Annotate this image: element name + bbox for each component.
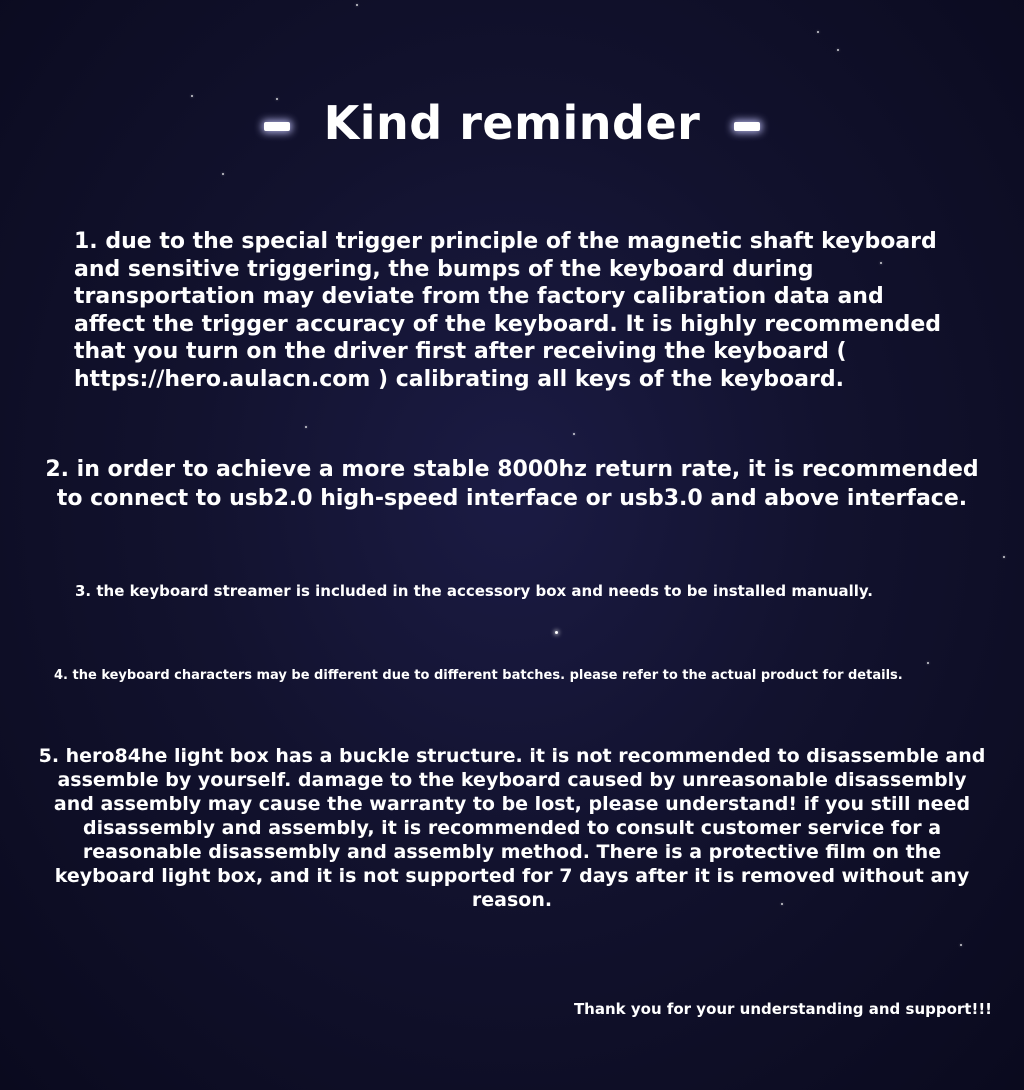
reminder-paragraph-5: 5. hero84he light box has a buckle structure. it is not recommended to disassemble and assemble by yourself. damage to the keyboard caused by unreasonable disassembly and assembly may cause the warranty to be lost, please understand! if you still need disassembly and assembly, it is recommended to consult customer service for a reasonable disassembly and assembly method. There is a protective film on the keyboard light box, and it is not supported for 7 days after it is removed without any reason. [38, 745, 986, 911]
title-dash-right [734, 122, 760, 131]
star-icon [817, 31, 819, 33]
star-icon [356, 4, 358, 6]
page-title [0, 90, 1024, 156]
star-icon [960, 944, 962, 946]
thanks-message: Thank you for your understanding and support!!! [573, 1000, 992, 1018]
reminder-paragraph-3: 3. the keyboard streamer is included in the accessory box and needs to be installed manually. [75, 582, 873, 600]
star-icon [305, 426, 307, 428]
reminder-paragraph-2: 2. in order to achieve a more stable 8000hz return rate, it is recommended to connect to usb2.0 high-speed interface or usb3.0 and above interface. [45, 457, 979, 511]
star-icon [573, 433, 575, 435]
title-dash-left [264, 122, 290, 131]
star-icon [1003, 556, 1005, 558]
reminder-paragraph-1: 1. due to the special trigger principle of the magnetic shaft keyboard and sensitive triggering, the bumps of the keyboard during transportation may deviate from the factory calibration data and affect the trigger accuracy of the keyboard. It is highly recommended that you turn on the driver first after receiving the keyboard ( https://hero.aulacn.com ) calibrating all keys of the keyboard. [74, 229, 942, 392]
star-icon [927, 662, 929, 664]
star-icon [222, 173, 224, 175]
star-icon [837, 49, 839, 51]
title-text: Kind reminder [323, 96, 701, 150]
star-icon [555, 631, 558, 634]
reminder-paragraph-4: 4. the keyboard characters may be different due to different batches. please refer to the actual product for details. [54, 668, 903, 683]
